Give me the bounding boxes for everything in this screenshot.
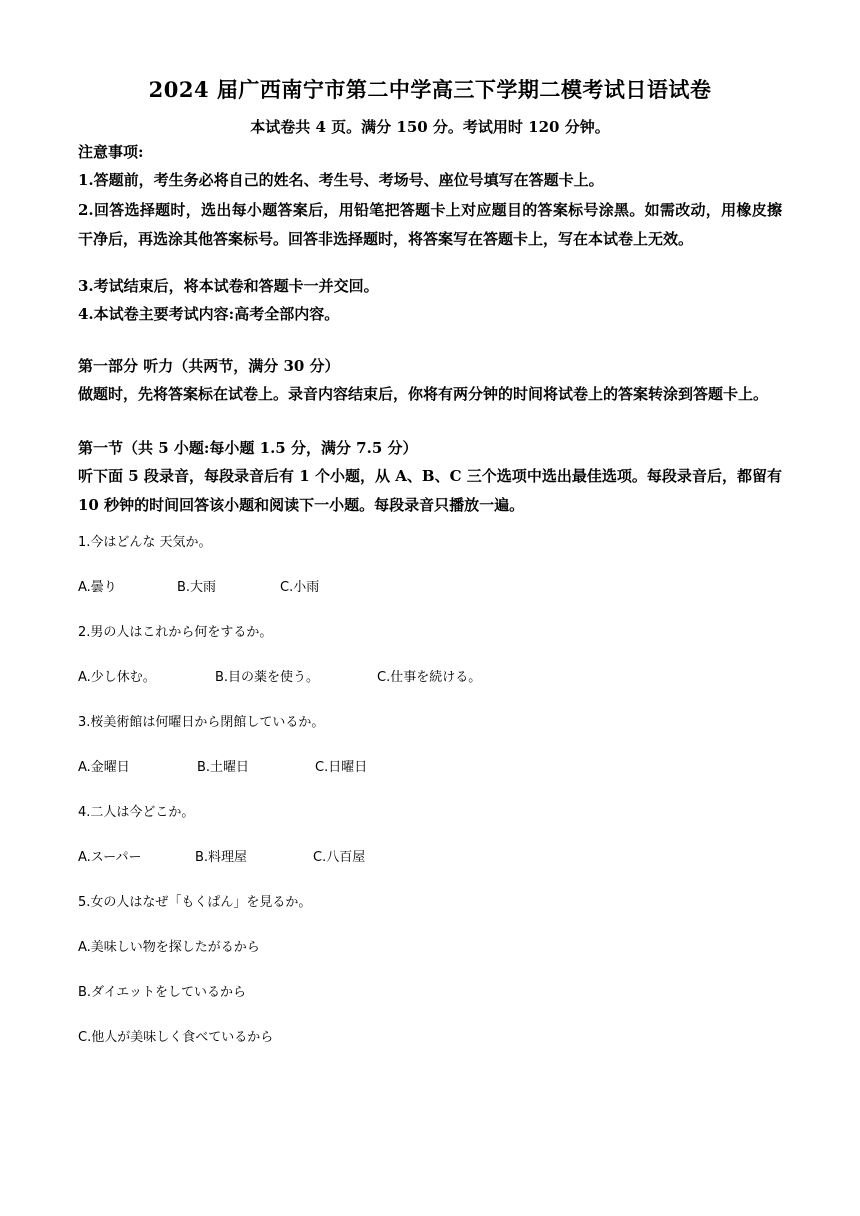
- question-1-option-b: B.大雨: [177, 580, 217, 595]
- question-2-option-b: B.目の薬を使う。: [215, 670, 320, 685]
- part1-heading: 第一部分 听力（共两节，满分 30 分）: [78, 357, 340, 375]
- note-item-2: 2.回答选择题时，选出每小题答案后，用铅笔把答题卡上对应题目的答案标号涂黑。如需改动，用橡皮擦干净后，再选涂其他答案标号。回答非选择题时，将答案写在答题卡上，写在本试卷上无效。: [78, 201, 782, 248]
- question-4-option-c: C.八百屋: [313, 850, 366, 865]
- section1-instruction: 听下面 5 段录音，每段录音后有 1 个小题，从 A、B、C 三个选项中选出最佳选项。每段录音后，都留有 10 秒钟的时间回答该小题和阅读下一小题。每段录音只播放一遍。: [78, 467, 782, 514]
- question-5-option-a: A.美味しい物を探したがるから: [78, 940, 260, 955]
- question-1-option-a: A.曇り: [78, 580, 117, 595]
- question-1-text: 1.今はどんな 天気か。: [78, 535, 212, 550]
- question-3-text: 3.桜美術館は何曜日から閉館しているか。: [78, 715, 325, 730]
- question-5-option-c: C.他人が美味しく食べているから: [78, 1030, 274, 1045]
- question-1-option-c: C.小雨: [280, 580, 320, 595]
- question-2-text: 2.男の人はこれから何をするか。: [78, 625, 273, 640]
- question-5-text: 5.女の人はなぜ「もくぱん」を見るか。: [78, 895, 312, 910]
- question-2-option-a: A.少し休む。: [78, 670, 156, 685]
- question-4-option-a: A.スーパー: [78, 850, 142, 865]
- note-item-1: 1.答题前，考生务必将自己的姓名、考生号、考场号、座位号填写在答题卡上。: [78, 171, 604, 189]
- notes-heading: 注意事项:: [78, 143, 144, 161]
- section1-heading: 第一节（共 5 小题:每小题 1.5 分，满分 7.5 分）: [78, 439, 418, 457]
- page-title: 2024 届广西南宁市第二中学高三下学期二模考试日语试卷: [148, 77, 712, 102]
- part1-instruction: 做题时，先将答案标在试卷上。录音内容结束后，你将有两分钟的时间将试卷上的答案转涂到答题卡上。: [78, 385, 769, 403]
- note-item-3: 3.考试结束后，将本试卷和答题卡一并交回。: [78, 277, 379, 295]
- question-3-option-b: B.土曜日: [197, 760, 250, 775]
- note-item-4: 4.本试卷主要考试内容:高考全部内容。: [78, 305, 340, 323]
- exam-info: 本试卷共 4 页。满分 150 分。考试用时 120 分钟。: [250, 118, 610, 136]
- question-3-option-c: C.日曜日: [315, 760, 368, 775]
- question-2-option-c: C.仕事を続ける。: [377, 670, 482, 685]
- question-4-text: 4.二人は今どこか。: [78, 805, 195, 820]
- question-4-option-b: B.料理屋: [195, 850, 248, 865]
- question-3-option-a: A.金曜日: [78, 760, 130, 775]
- question-5-option-b: B.ダイエットをしているから: [78, 985, 247, 1000]
